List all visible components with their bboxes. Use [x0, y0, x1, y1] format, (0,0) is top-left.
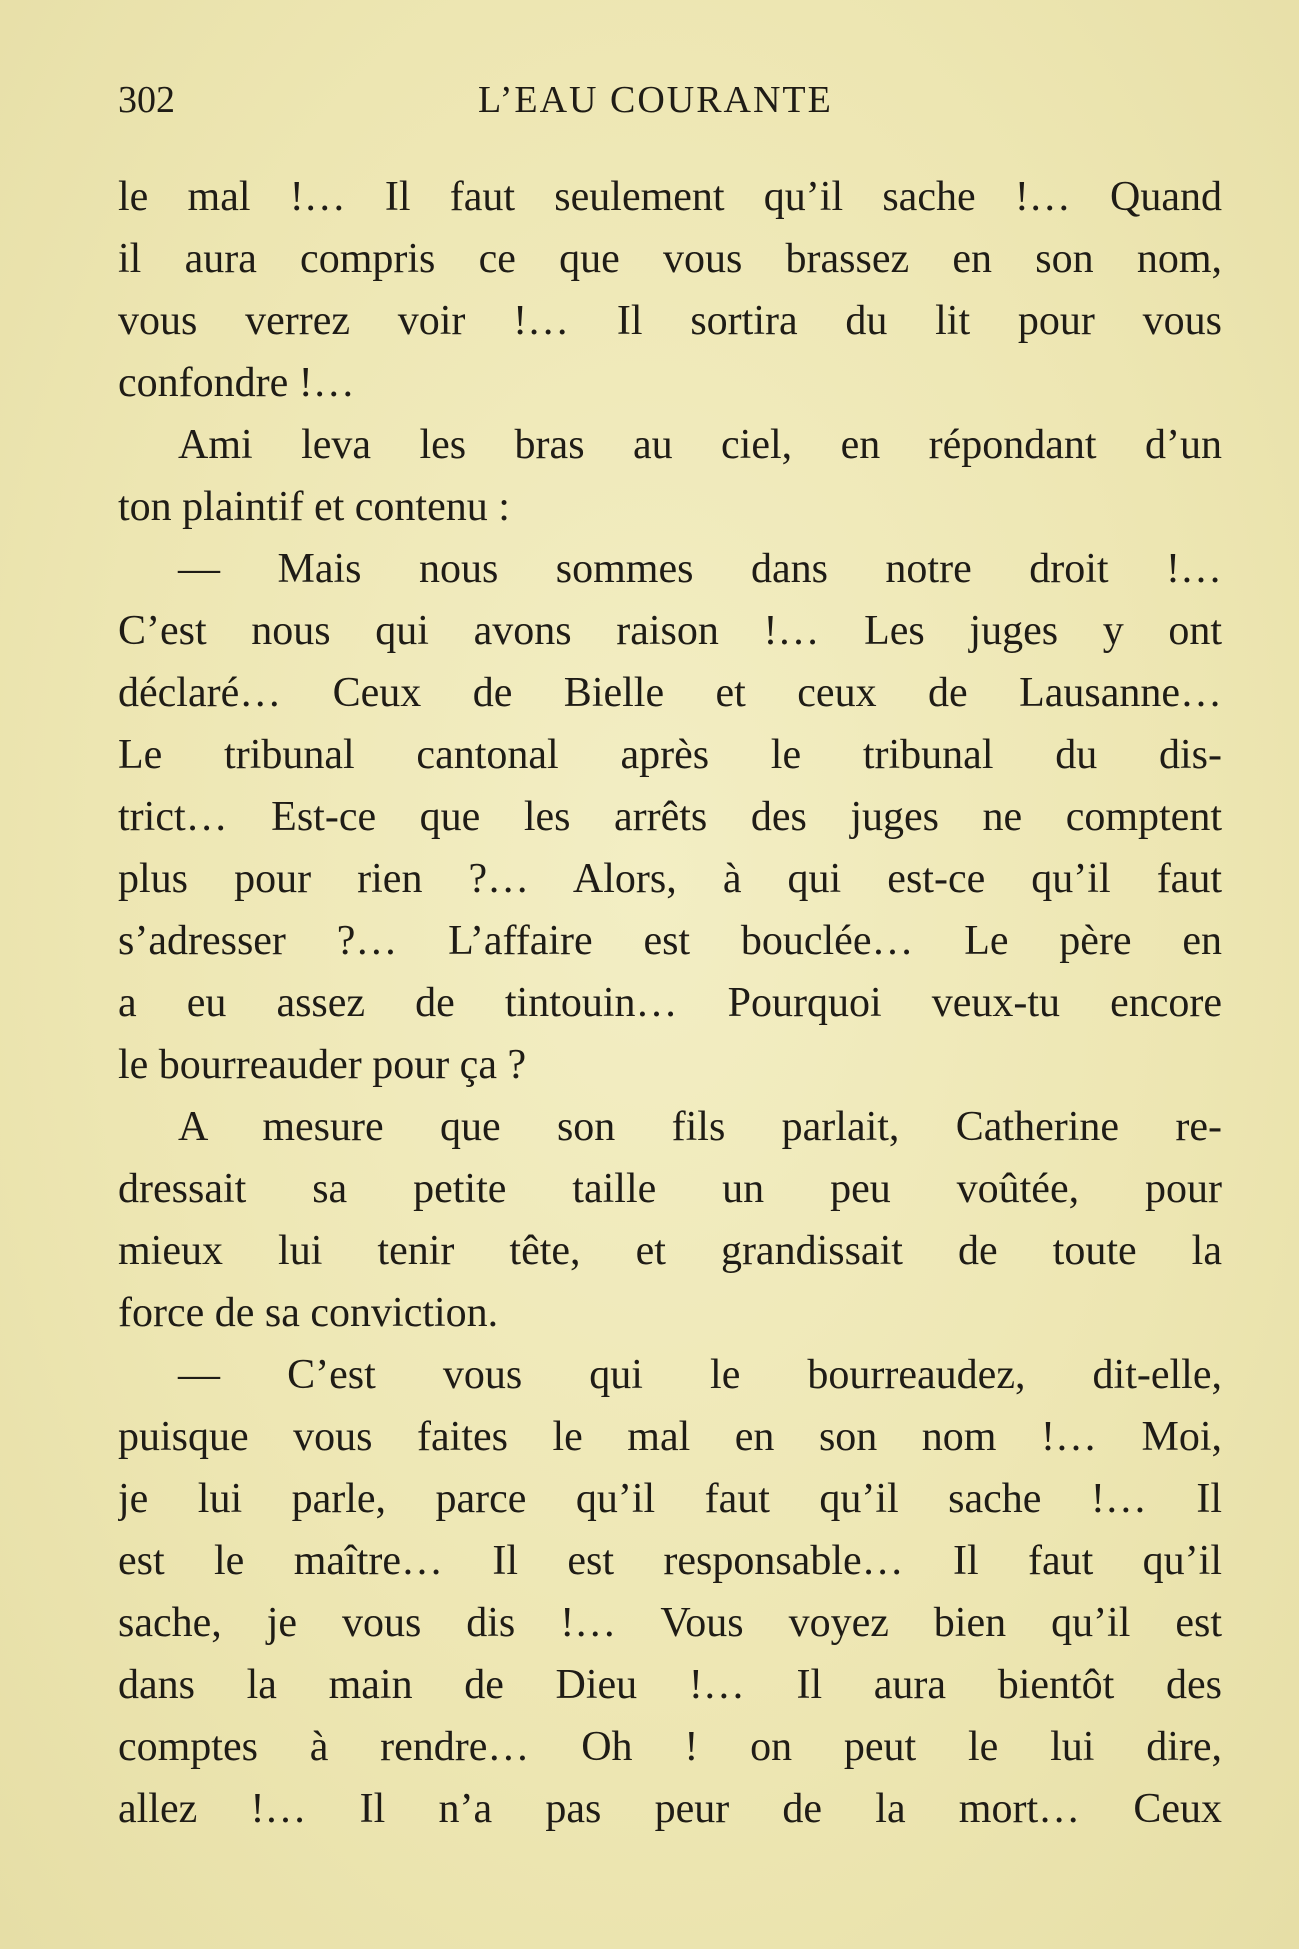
body-text: [118, 166, 1222, 1840]
text-line: puisque vous faites le mal en son nom !… Moi,: [118, 1414, 1222, 1460]
text-line: sache, je vous dis !… Vous voyez bien qu’il est: [118, 1600, 1222, 1646]
text-line: le bourreauder pour ça ?: [118, 1042, 527, 1088]
text-line: Le tribunal cantonal après le tribunal du dis-: [118, 732, 1222, 778]
text-line: C’est nous qui avons raison !… Les juges y ont: [118, 608, 1222, 654]
text-line: déclaré… Ceux de Bielle et ceux de Lausanne…: [118, 670, 1222, 716]
text-line: — Mais nous sommes dans notre droit !…: [178, 546, 1222, 592]
text-line: dressait sa petite taille un peu voûtée, pour: [118, 1166, 1222, 1212]
text-line: trict… Est-ce que les arrêts des juges ne comptent: [118, 794, 1222, 840]
text-line: plus pour rien ?… Alors, à qui est-ce qu’il faut: [118, 856, 1222, 902]
text-line: je lui parle, parce qu’il faut qu’il sache !… Il: [118, 1476, 1222, 1522]
text-line: dans la main de Dieu !… Il aura bientôt des: [118, 1662, 1222, 1708]
text-line: s’adresser ?… L’affaire est bouclée… Le père en: [118, 918, 1222, 964]
text-line: allez !… Il n’a pas peur de la mort… Ceux: [118, 1786, 1222, 1832]
running-title: L’EAU COURANTE: [478, 79, 833, 121]
text-line: Ami leva les bras au ciel, en répondant d’un: [178, 422, 1222, 468]
text-line: confondre !…: [118, 360, 355, 406]
text-line: le mal !… Il faut seulement qu’il sache !… Quand: [118, 174, 1222, 220]
text-line: a eu assez de tintouin… Pourquoi veux-tu encore: [118, 980, 1222, 1026]
text-line: est le maître… Il est responsable… Il faut qu’il: [118, 1538, 1222, 1584]
text-line: A mesure que son fils parlait, Catherine re-: [178, 1104, 1222, 1150]
text-line: comptes à rendre… Oh ! on peut le lui dire,: [118, 1724, 1222, 1770]
text-line: mieux lui tenir tête, et grandissait de toute la: [118, 1228, 1222, 1274]
text-line: — C’est vous qui le bourreaudez, dit-elle,: [178, 1352, 1222, 1398]
text-line: force de sa conviction.: [118, 1290, 499, 1336]
page-header: [118, 78, 1222, 128]
text-line: vous verrez voir !… Il sortira du lit pour vous: [118, 298, 1222, 344]
page-number: 302: [118, 79, 175, 121]
text-line: ton plaintif et contenu :: [118, 484, 510, 530]
text-line: il aura compris ce que vous brassez en son nom,: [118, 236, 1222, 282]
